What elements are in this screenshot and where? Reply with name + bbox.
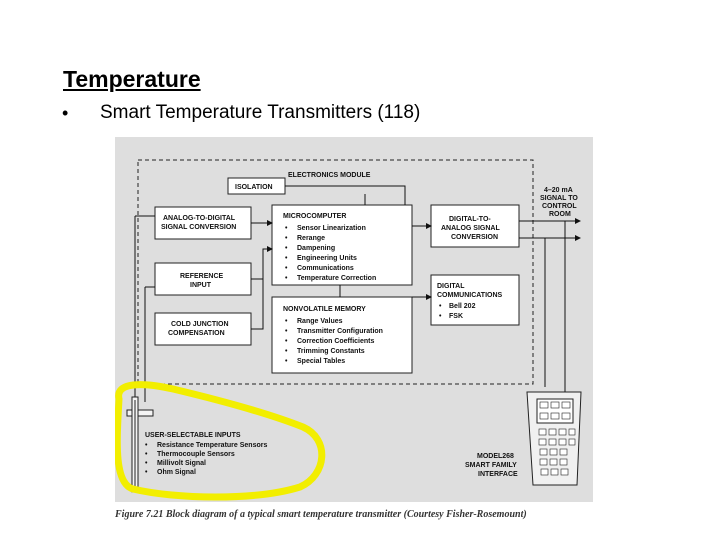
inputs-bullet: • (145, 442, 148, 449)
inputs-bullet: • (145, 451, 148, 458)
slide-title: Temperature (63, 66, 201, 92)
memory-bullet: • (285, 358, 288, 365)
memory-bullet: • (285, 328, 288, 335)
adc-box (155, 207, 251, 239)
interface-label-line1: MODEL268 (477, 453, 514, 460)
inputs-title: USER-SELECTABLE INPUTS (145, 432, 241, 439)
electronics-module-label: ELECTRONICS MODULE (288, 172, 371, 179)
handheld-communicator-icon (527, 392, 581, 485)
block-diagram (115, 137, 593, 502)
microcomputer-bullet: • (285, 255, 288, 262)
digital-comm-item: FSK (449, 313, 463, 320)
yellow-highlight-ring (117, 385, 322, 497)
digital-comm-title-line2: COMMUNICATIONS (437, 292, 503, 299)
temperature-sensor-probe (127, 397, 153, 492)
microcomputer-bullet: • (285, 265, 288, 272)
digital-comm-title-line1: DIGITAL (437, 283, 465, 290)
adc-label-line2: SIGNAL CONVERSION (161, 224, 237, 231)
inputs-item: Thermocouple Sensors (157, 451, 235, 458)
microcomputer-item: Sensor Linearization (297, 225, 366, 232)
inputs-item: Ohm Signal (157, 469, 196, 476)
microcomputer-item: Rerange (297, 235, 326, 242)
bullet-text: Smart Temperature Transmitters (118) (100, 102, 421, 123)
microcomputer-item: Temperature Correction (297, 275, 377, 282)
inputs-bullet: • (145, 460, 148, 467)
block-diagram-figure (115, 137, 593, 502)
adc-label-line1: ANALOG-TO-DIGITAL (163, 215, 236, 222)
memory-bullet: • (285, 348, 288, 355)
isolation-label: ISOLATION (235, 184, 273, 191)
cold-junction-box (155, 313, 251, 345)
microcomputer-item: Engineering Units (297, 255, 357, 262)
memory-bullet: • (285, 338, 288, 345)
dac-line2: ANALOG SIGNAL (441, 225, 500, 232)
memory-item: Trimming Constants (297, 348, 365, 355)
reference-label-line1: REFERENCE (180, 273, 224, 280)
cold-junction-line2: COMPENSATION (168, 330, 225, 337)
microcomputer-title: MICROCOMPUTER (283, 213, 347, 220)
output-label-line1: 4–20 mA (544, 187, 573, 194)
microcomputer-bullet: • (285, 235, 288, 242)
memory-item: Correction Coefficients (297, 338, 375, 345)
reference-label-line2: INPUT (190, 282, 211, 289)
memory-item: Transmitter Configuration (297, 328, 383, 335)
dac-line1: DIGITAL-TO- (449, 216, 491, 223)
output-label-line4: ROOM (549, 211, 571, 218)
microcomputer-item: Communications (297, 265, 354, 272)
interface-label-line3: INTERFACE (478, 471, 518, 478)
microcomputer-bullet: • (285, 245, 288, 252)
microcomputer-bullet: • (285, 275, 288, 282)
microcomputer-item: Dampening (297, 245, 336, 252)
cold-junction-line1: COLD JUNCTION (171, 321, 229, 328)
inputs-item: Millivolt Signal (157, 460, 207, 467)
output-label-line3: CONTROL (542, 203, 577, 210)
digital-comm-bullet: • (439, 303, 442, 310)
figure-caption: Figure 7.21 Block diagram of a typical smart temperature transmitter (Courtesy Fisher-Rosemount) (115, 509, 527, 520)
inputs-item: Resistance Temperature Sensors (157, 442, 268, 449)
digital-comm-item: Bell 202 (449, 303, 476, 310)
dac-line3: CONVERSION (451, 234, 499, 241)
digital-comm-bullet: • (439, 313, 442, 320)
memory-item: Special Tables (297, 358, 346, 365)
output-label-line2: SIGNAL TO (540, 195, 578, 202)
inputs-bullet: • (145, 469, 148, 476)
memory-title: NONVOLATILE MEMORY (283, 306, 366, 313)
microcomputer-bullet: • (285, 225, 288, 232)
memory-item: Range Values (297, 318, 343, 325)
bullet-marker: • (62, 103, 69, 123)
memory-bullet: • (285, 318, 288, 325)
interface-label-line2: SMART FAMILY (465, 462, 517, 469)
